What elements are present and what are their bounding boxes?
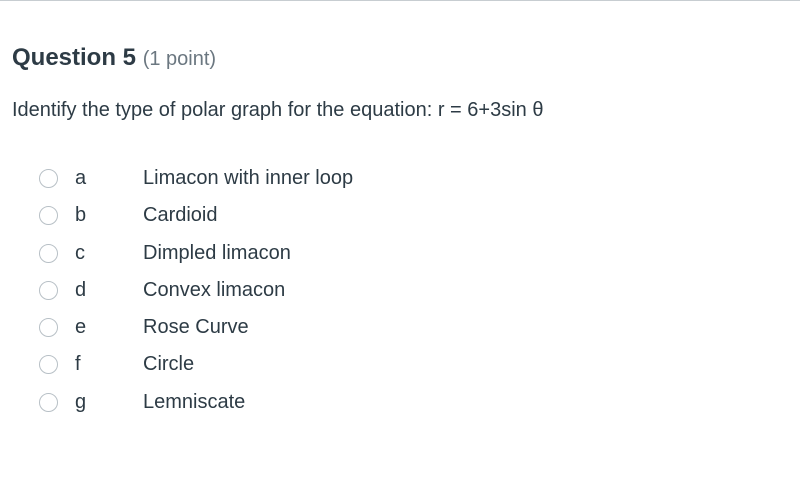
answer-option-c[interactable] xyxy=(12,239,612,276)
answer-option-a[interactable] xyxy=(12,164,612,201)
answer-text: Limacon with inner loop xyxy=(143,167,354,189)
answer-letter: a xyxy=(75,167,87,189)
answer-option-e[interactable] xyxy=(12,313,612,350)
question-prompt: Identify the type of polar graph for the equation: r = 6+3sin θ xyxy=(12,99,544,121)
answer-letter: f xyxy=(75,353,81,376)
radio-button[interactable] xyxy=(39,169,58,188)
answer-option-g[interactable] xyxy=(12,388,612,425)
question-points: (1 point) xyxy=(142,48,217,70)
answer-text: Rose Curve xyxy=(143,316,249,339)
answer-letter: g xyxy=(75,390,87,413)
answer-text: Dimpled limacon xyxy=(143,241,291,264)
question-title: Question 5 xyxy=(12,44,137,71)
radio-button[interactable] xyxy=(39,355,58,374)
answer-option-f[interactable] xyxy=(12,350,612,387)
top-divider xyxy=(0,0,800,1)
answer-text: Lemniscate xyxy=(143,390,246,413)
answer-option-b[interactable] xyxy=(12,201,612,238)
answer-list xyxy=(12,164,612,425)
radio-button[interactable] xyxy=(39,281,58,300)
radio-button[interactable] xyxy=(39,393,58,412)
answer-letter: b xyxy=(75,204,87,227)
answer-text: Convex limacon xyxy=(143,278,286,301)
answer-option-d[interactable] xyxy=(12,276,612,313)
answer-letter: d xyxy=(75,278,87,301)
question-block xyxy=(12,40,792,413)
radio-button[interactable] xyxy=(39,244,58,263)
answer-letter: c xyxy=(75,241,85,264)
answer-text: Circle xyxy=(143,353,195,376)
answer-text: Cardioid xyxy=(143,204,218,227)
answer-letter: e xyxy=(75,316,87,339)
radio-button[interactable] xyxy=(39,206,58,225)
radio-button[interactable] xyxy=(39,318,58,337)
question-header xyxy=(12,40,792,76)
